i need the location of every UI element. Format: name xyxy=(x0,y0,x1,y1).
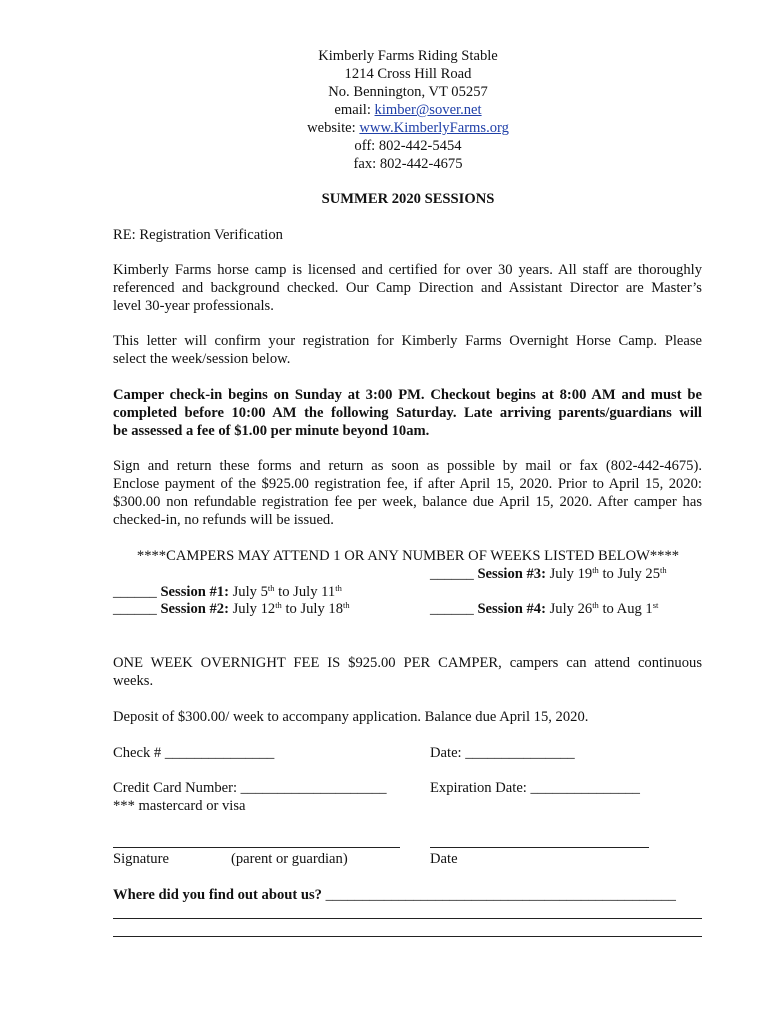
session-checkbox-blank[interactable]: ______ xyxy=(113,584,161,600)
session-start: July 5 xyxy=(228,584,268,600)
card-type-note: *** mastercard or visa xyxy=(113,798,246,814)
website-line xyxy=(113,119,703,137)
check-number-field[interactable]: Check # _______________ xyxy=(113,745,275,761)
text-line: This letter will confirm your registration for Kimberly Farms Overnight Horse Camp. Please xyxy=(113,333,702,349)
session-label: Session #1: xyxy=(160,584,229,600)
website-link[interactable]: www.KimberlyFarms.org xyxy=(359,120,509,136)
email-label: email: xyxy=(334,102,375,118)
referral-answer-blank[interactable]: ________________________________________________ xyxy=(321,887,676,903)
ordinal-suffix: th xyxy=(343,600,350,610)
session-1[interactable] xyxy=(113,583,342,601)
ordinal-suffix: th xyxy=(275,600,282,610)
referral-answer-line[interactable] xyxy=(113,936,702,937)
stable-name: Kimberly Farms Riding Stable xyxy=(318,48,498,64)
session-end: to July 18 xyxy=(281,601,344,617)
weekly-fee-statement xyxy=(113,655,702,691)
signature-date-label: Date xyxy=(430,851,458,867)
session-label: Session #4: xyxy=(477,601,546,617)
session-label: Session #2: xyxy=(160,601,229,617)
session-start: July 12 xyxy=(228,601,276,617)
text-line: checked-in, no refunds will be issued. xyxy=(113,511,334,528)
office-phone: off: 802-442-5454 xyxy=(354,138,462,154)
signature-label: Signature xyxy=(113,851,169,867)
city-state-zip: No. Bennington, VT 05257 xyxy=(328,84,488,100)
signature-line[interactable] xyxy=(113,847,400,848)
session-checkbox-blank[interactable]: ______ xyxy=(430,566,478,582)
email-line xyxy=(113,101,703,119)
deposit-statement: Deposit of $300.00/ week to accompany application. Balance due April 15, 2020. xyxy=(113,709,589,725)
session-2[interactable] xyxy=(113,600,350,618)
paragraph-confirmation xyxy=(113,333,702,369)
ordinal-suffix: st xyxy=(652,600,659,610)
re-line: RE: Registration Verification xyxy=(113,227,283,243)
paragraph-checkin-rules xyxy=(113,387,702,441)
referral-question[interactable] xyxy=(113,886,676,904)
text-line: referenced and background checked. Our Camp Direction and Assistant Director are Master’s xyxy=(113,279,702,296)
session-end: to July 25 xyxy=(598,566,661,582)
session-3[interactable] xyxy=(430,565,667,583)
session-label: Session #3: xyxy=(477,566,546,582)
text-line: weeks. xyxy=(113,672,154,689)
weeks-notice: ****CAMPERS MAY ATTEND 1 OR ANY NUMBER OF WEEKS LISTED BELOW**** xyxy=(136,548,680,564)
date-field[interactable]: Date: _______________ xyxy=(430,745,575,761)
text-line: completed before 10:00 AM the following Saturday. Late arriving parents/guardians will xyxy=(113,404,702,421)
ordinal-suffix: th xyxy=(335,583,342,593)
text-line: Kimberly Farms horse camp is licensed and certified for over 30 years. All staff are thoroughly xyxy=(113,262,702,278)
text-line: select the week/session below. xyxy=(113,350,291,367)
text-line: $300.00 non refundable registration fee per week, balance due April 15, 2020. After camper has xyxy=(113,493,702,510)
text-line: ONE WEEK OVERNIGHT FEE IS $925.00 PER CAMPER, campers can attend continuous xyxy=(113,655,702,671)
session-start: July 26 xyxy=(545,601,593,617)
fax-number: fax: 802-442-4675 xyxy=(353,156,463,172)
session-end: to Aug 1 xyxy=(598,601,653,617)
paragraph-payment xyxy=(113,458,702,530)
ordinal-suffix: th xyxy=(592,600,599,610)
document-title: SUMMER 2020 SESSIONS xyxy=(321,191,495,207)
text-line: Camper check-in begins on Sunday at 3:00 PM. Checkout begins at 8:00 AM and must be xyxy=(113,387,702,403)
session-checkbox-blank[interactable]: ______ xyxy=(430,601,478,617)
text-line: be assessed a fee of $1.00 per minute beyond 10am. xyxy=(113,422,430,439)
expiration-date-field[interactable]: Expiration Date: _______________ xyxy=(430,780,640,796)
text-line: Enclose payment of the $925.00 registration fee, if after April 15, 2020. Prior to April 15, 2020: xyxy=(113,475,702,492)
text-line: level 30-year professionals. xyxy=(113,297,274,314)
referral-question-label: Where did you find out about us? xyxy=(113,887,322,903)
text-line: Sign and return these forms and return as soon as possible by mail or fax (802-442-4675). xyxy=(113,458,702,474)
session-checkbox-blank[interactable]: ______ xyxy=(113,601,161,617)
website-label: website: xyxy=(307,120,360,136)
referral-answer-line[interactable] xyxy=(113,918,702,919)
ordinal-suffix: th xyxy=(660,565,667,575)
session-end: to July 11 xyxy=(274,584,336,600)
letterhead xyxy=(113,47,703,173)
parent-guardian-label: (parent or guardian) xyxy=(231,851,348,867)
ordinal-suffix: th xyxy=(592,565,599,575)
street-address: 1214 Cross Hill Road xyxy=(344,66,472,82)
session-4[interactable] xyxy=(430,600,658,618)
credit-card-field[interactable]: Credit Card Number: ____________________ xyxy=(113,780,387,796)
signature-date-line[interactable] xyxy=(430,847,649,848)
paragraph-accreditation xyxy=(113,262,702,316)
email-link[interactable]: kimber@sover.net xyxy=(374,102,482,118)
ordinal-suffix: th xyxy=(267,583,275,593)
session-start: July 19 xyxy=(545,566,593,582)
